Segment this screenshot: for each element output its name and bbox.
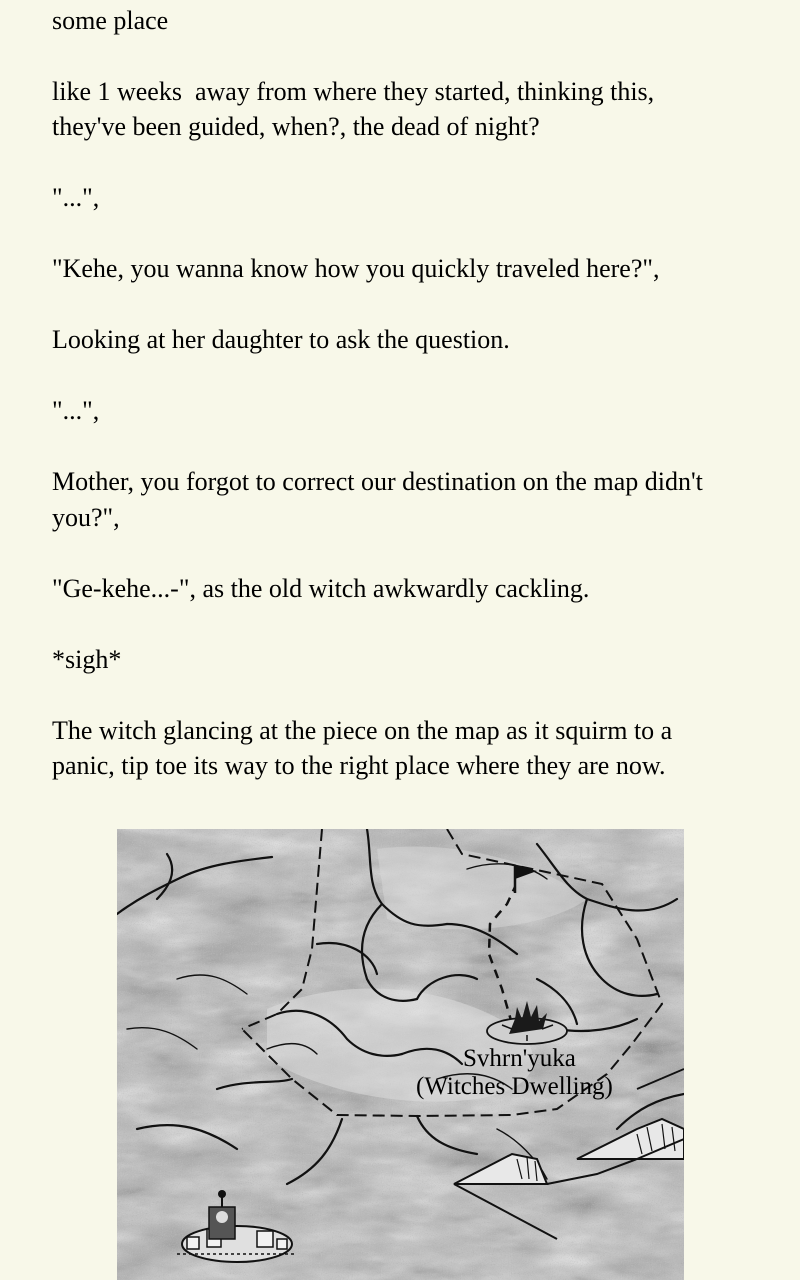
paragraph: some place: [52, 5, 169, 35]
paragraph: like 1 weeks away from where they started, thinking this, they've been guided, when?, the dead of night?: [52, 76, 661, 141]
paragraph: Mother, you forgot to correct our destination on the map didn't you?",: [52, 467, 710, 532]
paragraph: "...",: [52, 183, 100, 212]
map-place-label: Svhrn'yuka: [463, 1045, 576, 1072]
map-illustration: [117, 829, 684, 1280]
map-drawing: [117, 829, 684, 1280]
paragraph: The witch glancing at the piece on the map as it squirm to a panic, tip toe its way to the right place where they are now.: [52, 715, 679, 780]
paragraph: *sigh*: [52, 644, 122, 674]
paragraph: "Kehe, you wanna know how you quickly traveled here?",: [52, 254, 660, 283]
paragraph: "Ge-kehe...-", as the old witch awkwardly cackling.: [52, 573, 590, 603]
story-text: [52, 0, 712, 819]
paragraph: Looking at her daughter to ask the question.: [52, 325, 510, 354]
paragraph: "...",: [52, 396, 100, 425]
map-place-subtitle: (Witches Dwelling): [416, 1073, 613, 1100]
